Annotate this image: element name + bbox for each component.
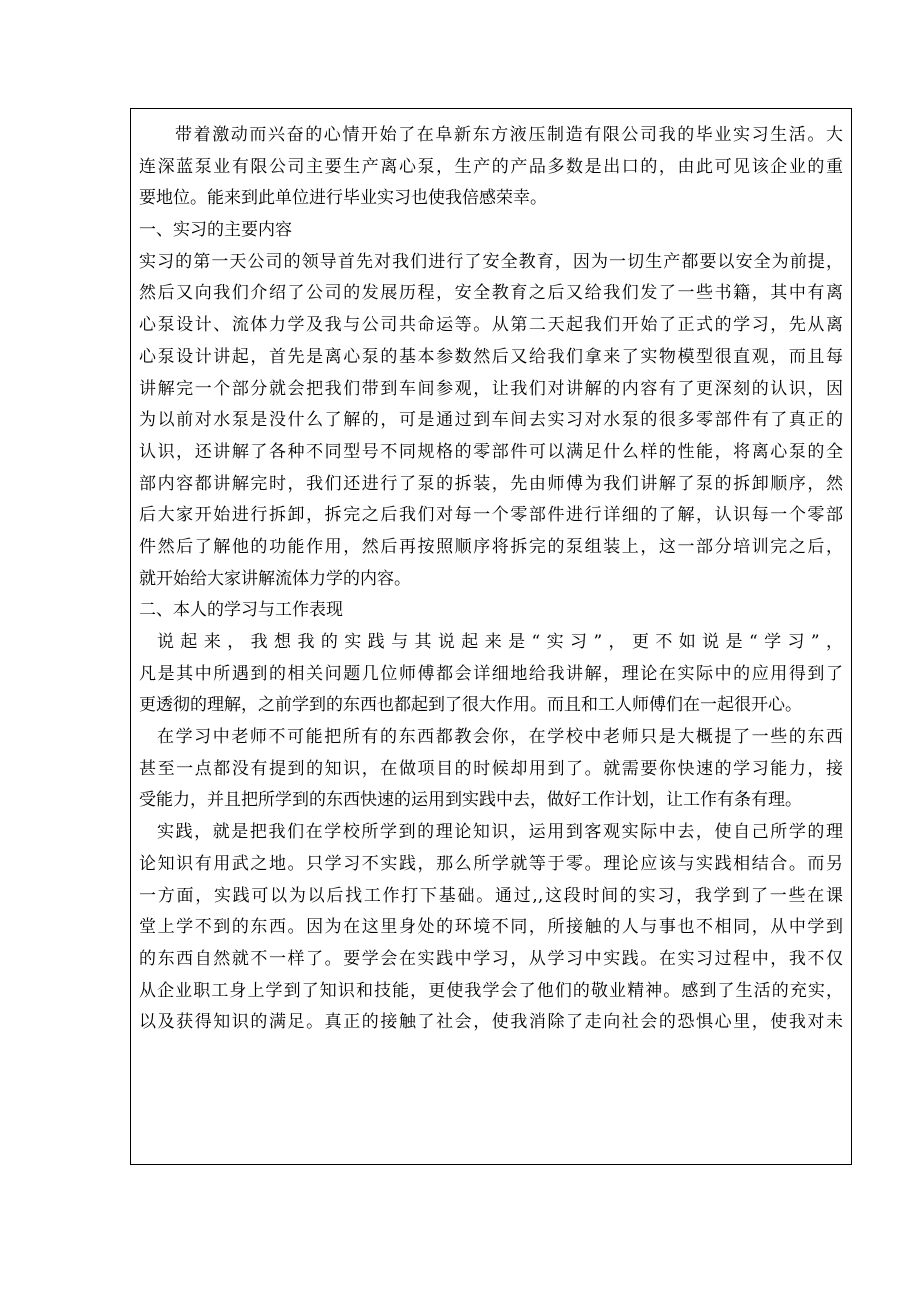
- text-line: 更透彻的理解，之前学到的东西也都起到了很大作用。而且和工人师傅们在一起很开心。: [139, 695, 802, 716]
- text-line: 要地位。能来到此单位进行毕业实习也使我倍感荣幸。: [139, 188, 547, 209]
- text-line: 以及获得知识的满足。真正的接触了社会，使我消除了走向社会的恐惧心里，使我对未: [139, 1012, 843, 1033]
- text-line: 件然后了解他的功能作用，然后再按照顺序将拆完的泵组装上，这一部分培训完之后，: [139, 536, 843, 557]
- text-line: 甚至一点都没有提到的知识，在做项目的时候却用到了。就需要你快速的学习能力，接: [139, 758, 843, 779]
- text-line: 在学习中老师不可能把所有的东西都教会你，在学校中老师只是大概提了一些的东西: [157, 727, 843, 748]
- text-line: 实践，就是把我们在学校所学到的理论知识，运用到客观实际中去，使自己所学的理: [157, 822, 843, 843]
- text-line: 为以前对水泵是没什么了解的，可是通过到车间去实习对水泵的很多零部件有了真正的: [139, 410, 843, 431]
- text-line: 说起来，我想我的实践与其说起来是“实习”，更不如说是“学习”，: [157, 632, 843, 652]
- text-line: 一方面，实践可以为以后找工作打下基础。通过,,这段时间的实习，我学到了一些在课: [139, 885, 843, 906]
- text-line: 二、本人的学习与工作表现: [139, 600, 343, 621]
- text-line: 心泵设计讲起，首先是离心泵的基本参数然后又给我们拿来了实物模型很直观，而且每: [139, 346, 843, 367]
- text-line: 凡是其中所遇到的相关问题几位师傅都会详细地给我讲解，理论在实际中的应用得到了: [139, 663, 843, 684]
- text-line: 受能力，并且把所学到的东西快速的运用到实践中去，做好工作计划，让工作有条有理。: [139, 790, 802, 811]
- text-line: 心泵设计、流体力学及我与公司共命运等。从第二天起我们开始了正式的学习，先从离: [139, 315, 843, 336]
- document-body: [139, 120, 843, 1039]
- text-line: 一、实习的主要内容: [139, 220, 292, 241]
- text-line: 的东西自然就不一样了。要学会在实践中学习，从学习中实践。在实习过程中，我不仅: [139, 948, 843, 969]
- text-line: 实习的第一天公司的领导首先对我们进行了安全教育，因为一切生产都要以安全为前提，: [139, 251, 843, 272]
- text-line: 讲解完一个部分就会把我们带到车间参观，让我们对讲解的内容有了更深刻的认识，因: [139, 378, 843, 399]
- text-line: 连深蓝泵业有限公司主要生产离心泵，生产的产品多数是出口的，由此可见该企业的重: [139, 156, 843, 177]
- text-line: 带着激动而兴奋的心情开始了在阜新东方液压制造有限公司我的毕业实习生活。大: [175, 125, 843, 145]
- text-line: 部内容都讲解完时，我们还进行了泵的拆装，先由师傅为我们讲解了泵的拆卸顺序，然: [139, 473, 843, 494]
- text-line: 认识，还讲解了各种不同型号不同规格的零部件可以满足什么样的性能，将离心泵的全: [139, 441, 843, 462]
- text-line: 从企业职工身上学到了知识和技能，更使我学会了他们的敬业精神。感到了生活的充实，: [139, 980, 843, 1001]
- document-frame: [130, 108, 852, 1165]
- text-line: 就开始给大家讲解流体力学的内容。: [139, 568, 411, 589]
- text-line: 论知识有用武之地。只学习不实践，那么所学就等于零。理论应该与实践相结合。而另: [139, 853, 843, 874]
- text-line: 后大家开始进行拆卸，拆完之后我们对每一个零部件进行详细的了解，认识每一个零部: [139, 505, 843, 526]
- text-line: 堂上学不到的东西。因为在这里身处的环境不同，所接触的人与事也不相同，从中学到: [139, 917, 843, 938]
- text-line: 然后又向我们介绍了公司的发展历程，安全教育之后又给我们发了一些书籍，其中有离: [139, 283, 843, 304]
